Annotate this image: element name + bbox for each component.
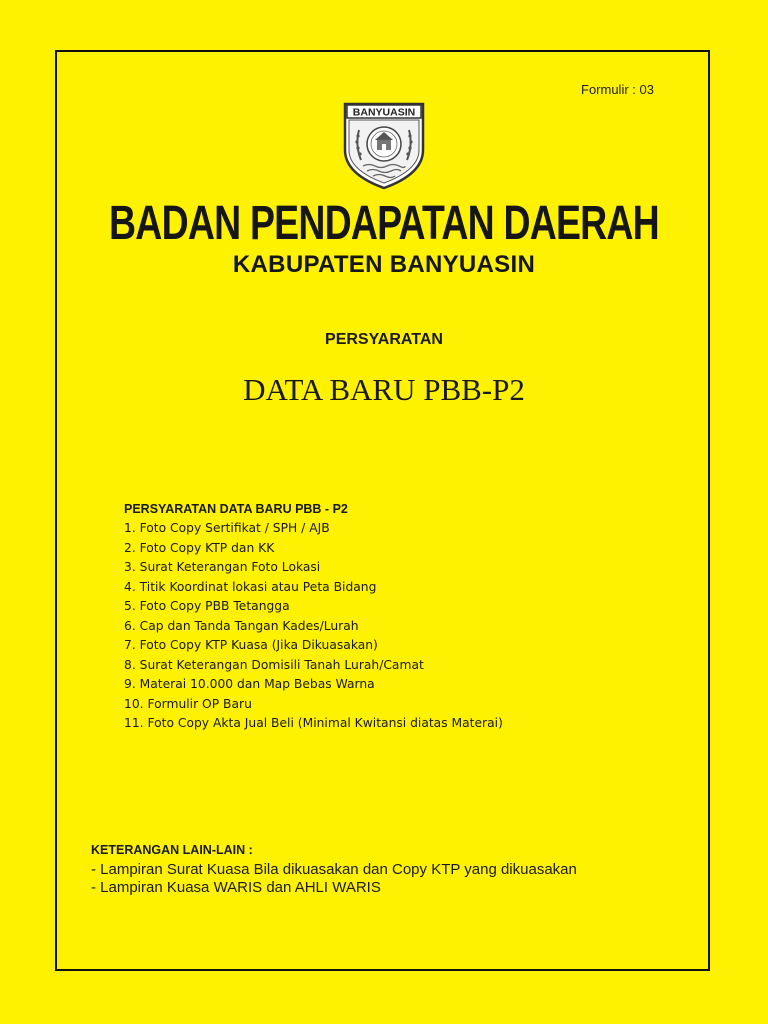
notes-heading: KETERANGAN LAIN-LAIN : xyxy=(91,843,253,857)
notes-section xyxy=(91,843,577,897)
requirement-item: 4. Titik Koordinat lokasi atau Peta Bidang xyxy=(124,579,377,594)
agency-title: BADAN PENDAPATAN DAERAH xyxy=(109,197,659,250)
document-title: DATA BARU PBB-P2 xyxy=(243,372,525,407)
requirements-heading: PERSYARATAN DATA BARU PBB - P2 xyxy=(124,502,348,516)
requirement-item: 8. Surat Keterangan Domisili Tanah Lurah/Camat xyxy=(124,657,424,672)
notes-list xyxy=(91,861,577,897)
requirement-item: 1. Foto Copy Sertifikat / SPH / AJB xyxy=(124,521,330,535)
requirement-item: 5. Foto Copy PBB Tetangga xyxy=(124,599,290,613)
requirement-item: 9. Materai 10.000 dan Map Bebas Warna xyxy=(124,677,375,691)
note-item: - Lampiran Kuasa WARIS dan AHLI WARIS xyxy=(91,879,381,896)
requirement-item: 7. Foto Copy KTP Kuasa (Jika Dikuasakan) xyxy=(124,638,378,652)
logo-banner-text: BANYUASIN xyxy=(352,106,416,119)
requirements-section xyxy=(124,502,503,734)
requirement-item: 3. Surat Keterangan Foto Lokasi xyxy=(124,560,321,574)
form-number: Formulir : 03 xyxy=(581,82,654,97)
requirements-list xyxy=(124,519,503,734)
section-heading: PERSYARATAN xyxy=(325,331,443,348)
requirement-item: 6. Cap dan Tanda Tangan Kades/Lurah xyxy=(124,618,359,633)
requirement-item: 2. Foto Copy KTP dan KK xyxy=(124,540,275,555)
banyuasin-emblem-logo xyxy=(339,100,429,190)
note-item: - Lampiran Surat Kuasa Bila dikuasakan dan Copy KTP yang dikuasakan xyxy=(91,861,577,878)
requirement-item: 10. Formulir OP Baru xyxy=(124,696,252,711)
regency-subtitle: KABUPATEN BANYUASIN xyxy=(232,251,536,278)
requirement-item: 11. Foto Copy Akta Jual Beli (Minimal Kwitansi diatas Materai) xyxy=(124,716,503,730)
